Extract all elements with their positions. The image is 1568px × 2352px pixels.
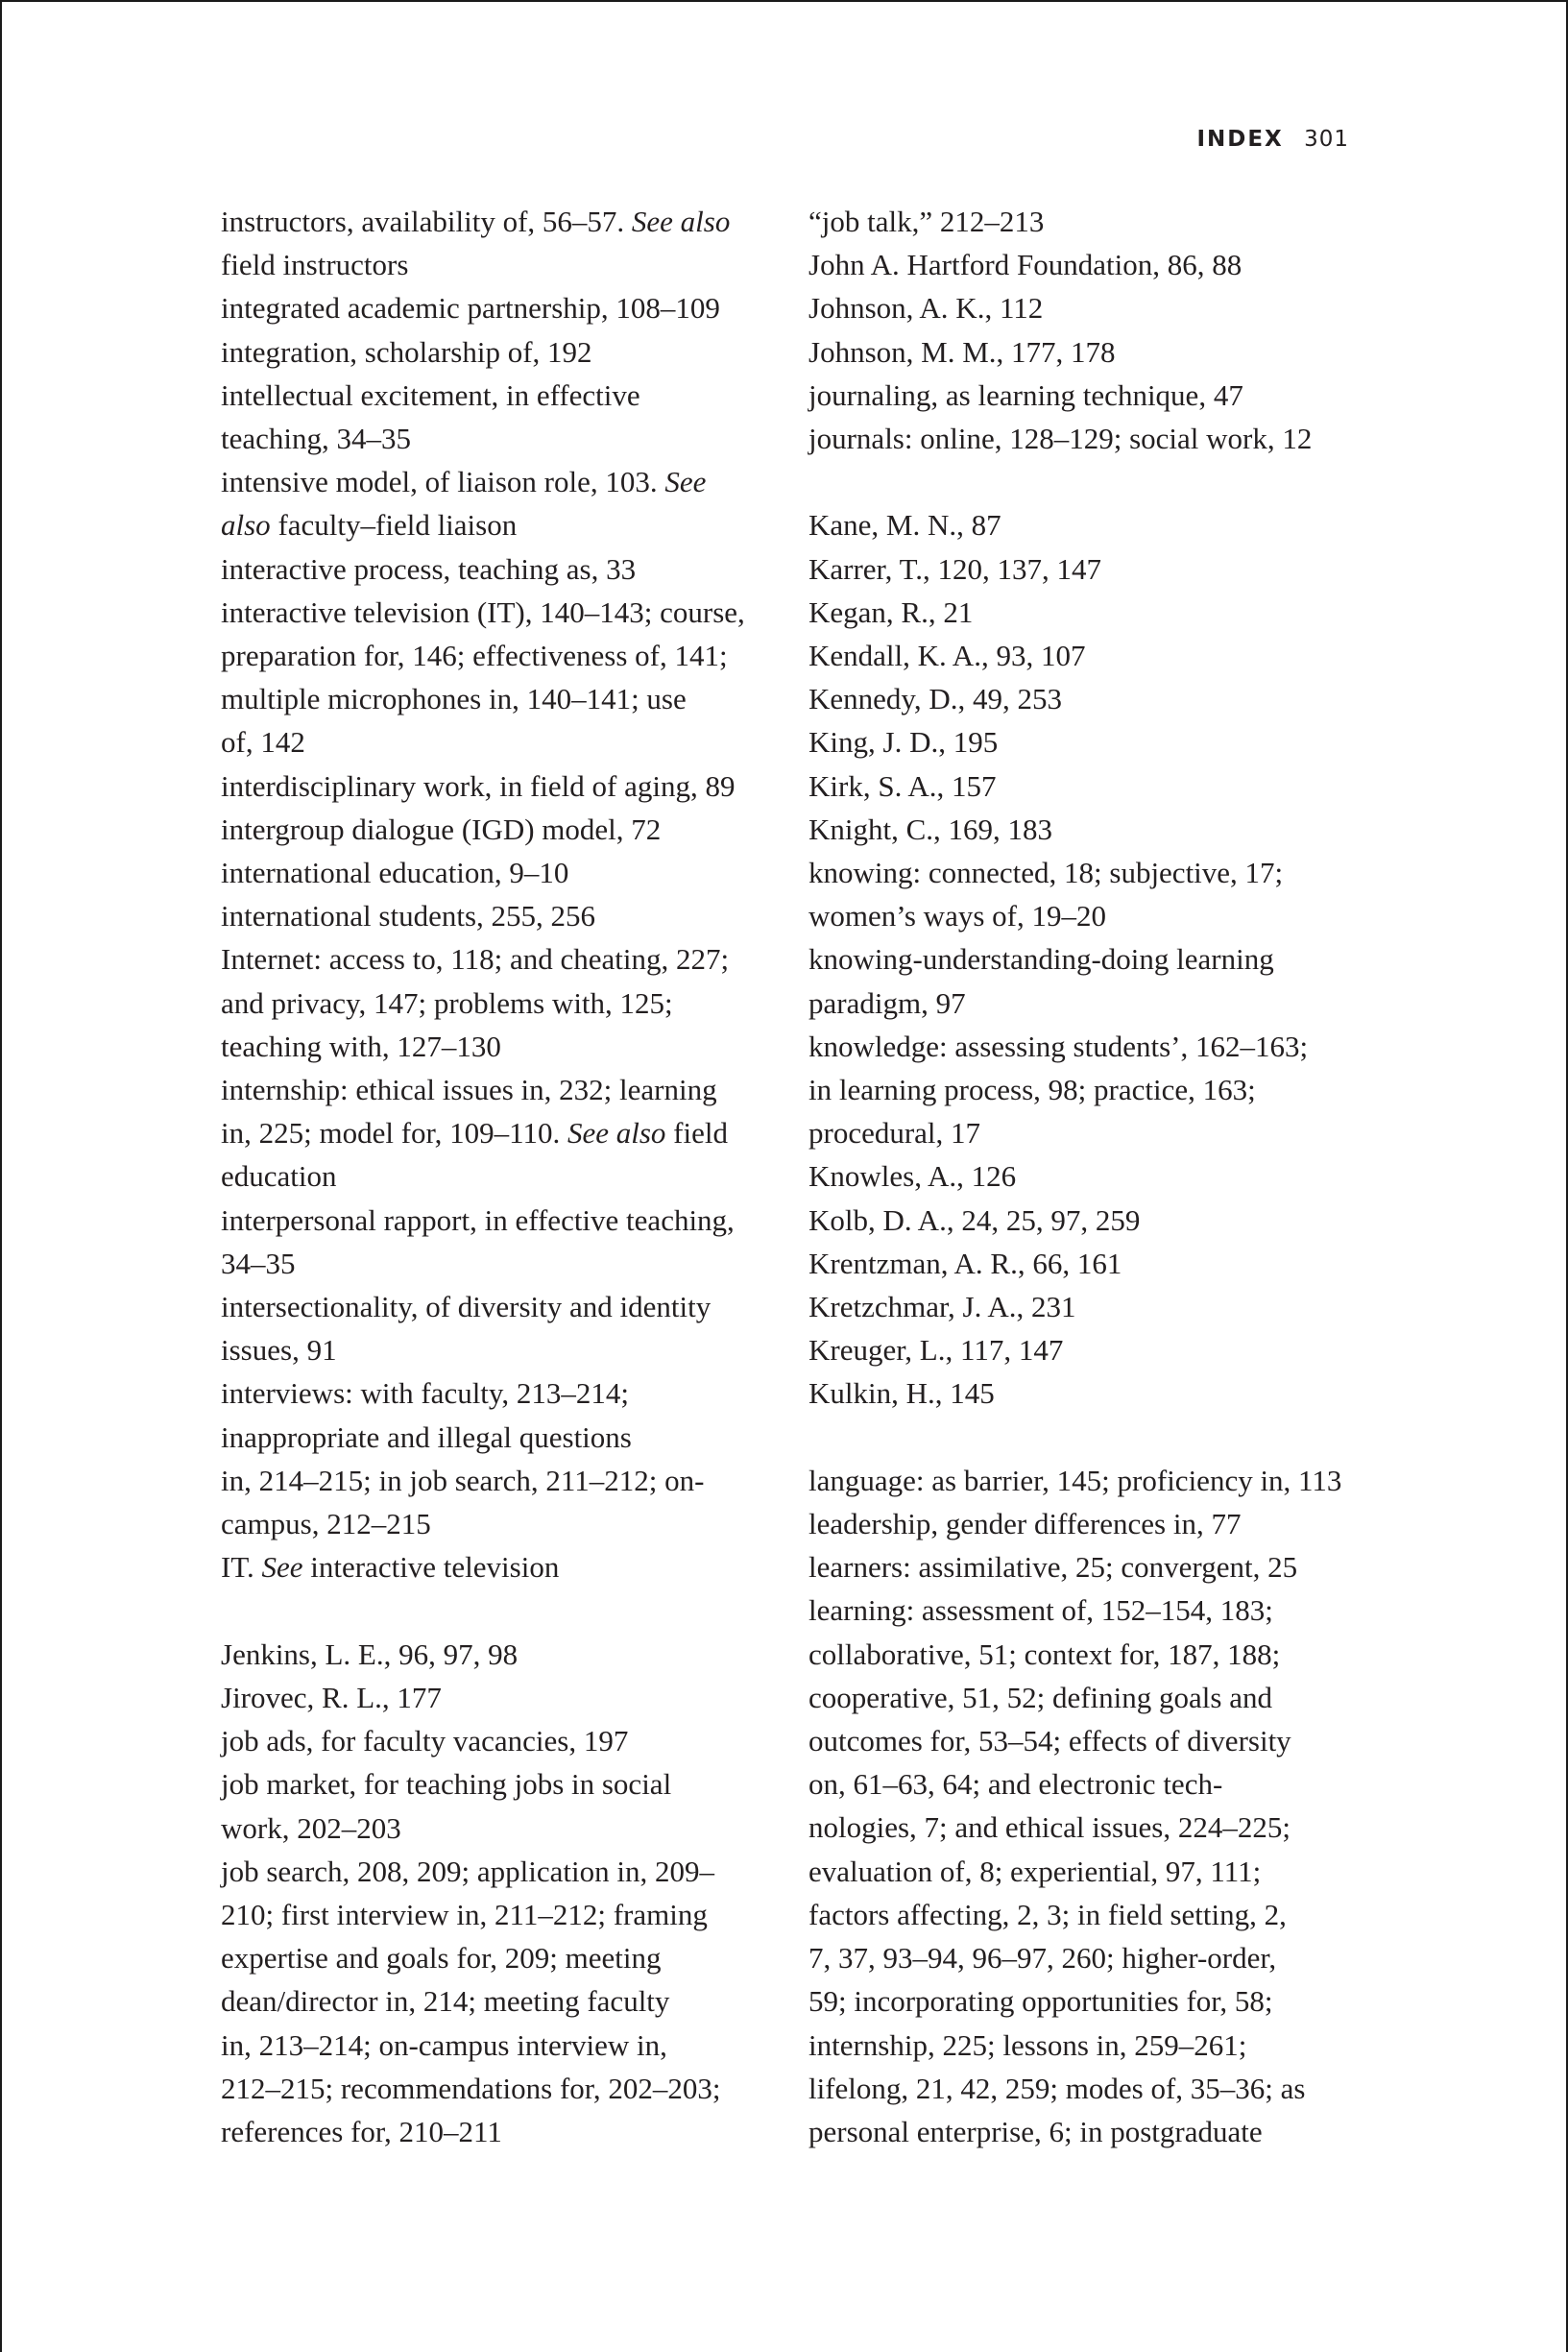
index-text: and privacy, 147; problems with, 125; [221,985,673,1020]
index-entry-continuation [221,417,778,460]
index-text: paradigm, 97 [808,985,966,1020]
index-text: internship, 225; lessons in, 259–261; [808,2027,1247,2062]
index-entry [808,1588,1365,2153]
index-entry-continuation [221,2024,778,2067]
index-entry-line [221,547,778,591]
index-entry-line [221,1719,778,1762]
index-entry-continuation [808,894,1365,937]
index-text: Kirk, S. A., 157 [808,768,997,803]
page-number: 301 [1304,127,1349,152]
index-entry-line [808,937,1365,981]
index-text: interactive television (IT), 140–143; course, [221,594,745,629]
index-text: knowing: connected, 18; subjective, 17; [808,856,1284,890]
index-entry [808,200,1365,243]
running-head [1196,127,1349,152]
index-text: women’s ways of, 19–20 [808,899,1106,934]
index-text: dean/director in, 214; meeting faculty [221,1984,670,2019]
index-text: intersectionality, of diversity and identity [221,1290,712,1324]
index-entry [221,547,778,591]
index-entry-line [221,851,778,894]
index-entry-line [221,374,778,417]
index-entry [221,1545,778,1588]
index-text: instructors, availability of, 56–57. [221,205,632,238]
index-entry [221,764,778,808]
index-text: integrated academic partnership, 108–109 [221,291,720,326]
index-entry-line [221,286,778,329]
index-entry [221,591,778,764]
index-text: Krentzman, A. R., 66, 161 [808,1246,1122,1280]
index-text: IT. [221,1550,262,1585]
index-text: education [221,1159,337,1194]
index-entry-line [808,417,1365,460]
index-text: Kendall, K. A., 93, 107 [808,639,1086,673]
index-entry [808,374,1365,417]
index-entry-continuation [221,1328,778,1371]
index-text: Knight, C., 169, 183 [808,812,1053,846]
index-text: procedural, 17 [808,1116,981,1151]
index-text: in, 213–214; on-campus interview in, [221,2027,667,2062]
index-text: inappropriate and illegal questions [221,1419,632,1454]
index-entry [221,1850,778,2153]
index-entry-continuation [808,1936,1365,1979]
index-entry-line [808,547,1365,591]
index-text: 210; first interview in, 211–212; framing [221,1897,708,1931]
index-text: lifelong, 21, 42, 259; modes of, 35–36; as [808,2071,1306,2105]
index-text: in learning process, 98; practice, 163; [808,1073,1256,1107]
index-text: issues, 91 [221,1333,337,1368]
index-text: Kane, M. N., 87 [808,508,1001,543]
index-entry-line [808,243,1365,286]
index-entry-continuation [221,1025,778,1068]
index-entry [221,460,778,546]
index-entry [808,417,1365,460]
index-entry-line [221,460,778,503]
index-text: international students, 255, 256 [221,899,596,934]
index-entry-line [221,1762,778,1806]
index-text: leadership, gender differences in, 77 [808,1507,1242,1541]
index-entry-line [221,1371,778,1415]
index-entry [221,1068,778,1199]
index-text: references for, 210–211 [221,2114,502,2148]
index-entry-line [221,894,778,937]
index-entry-line [808,808,1365,851]
index-entry [221,1285,778,1371]
index-text: Knowles, A., 126 [808,1159,1017,1194]
index-entry-continuation [808,1893,1365,1936]
index-entry-line [221,1199,778,1242]
index-text: cooperative, 51, 52; defining goals and [808,1680,1272,1714]
index-entry-line [808,720,1365,764]
index-entry-continuation [808,1719,1365,1762]
index-entry [221,330,778,374]
index-text: internship: ethical issues in, 232; learning [221,1073,717,1107]
index-entry [221,851,778,894]
index-text: knowledge: assessing students’, 162–163; [808,1029,1309,1063]
index-entry-line [221,1068,778,1111]
index-entry [808,634,1365,677]
index-entry-line [221,1545,778,1588]
index-text: Kegan, R., 21 [808,594,974,629]
index-entry [221,1633,778,1676]
index-entry-line [808,200,1365,243]
index-entry-continuation [221,1242,778,1285]
index-entry-continuation [808,2024,1365,2067]
index-entry-continuation [808,1850,1365,1893]
index-entry [221,1676,778,1719]
index-entry-line [221,330,778,374]
index-entry-line [808,1328,1365,1371]
index-text: interviews: with faculty, 213–214; [221,1376,630,1411]
cross-reference-label: See [261,1550,303,1585]
index-entry [221,808,778,851]
index-text: 7, 37, 93–94, 96–97, 260; higher-order, [808,1941,1277,1976]
index-entry-continuation [221,1979,778,2023]
index-text: field [665,1116,728,1151]
index-entry-line [808,677,1365,720]
index-entry [808,1199,1365,1242]
index-entry [221,1371,778,1545]
index-text: intergroup dialogue (IGD) model, 72 [221,812,662,846]
letter-group-spacer [808,460,1365,503]
index-entry-line [808,1502,1365,1545]
index-text: intellectual excitement, in effective [221,377,640,412]
index-entry-line [808,1025,1365,1068]
index-entry-continuation [221,720,778,764]
index-entry-continuation [221,677,778,720]
index-entry-continuation [221,1806,778,1850]
index-entry [808,1025,1365,1155]
index-text: interactive television [302,1550,560,1585]
index-entry-line [808,591,1365,634]
index-text: teaching, 34–35 [221,422,412,456]
index-entry-continuation [221,1111,778,1154]
index-entry-continuation [221,1154,778,1198]
index-entry-line [808,1154,1365,1198]
index-entry-continuation [221,1893,778,1936]
index-entry-line [808,851,1365,894]
index-text: in, 225; model for, 109–110. [221,1116,567,1151]
index-text: multiple microphones in, 140–141; use [221,682,687,716]
index-entry-line [221,937,778,981]
index-text: John A. Hartford Foundation, 86, 88 [808,248,1242,282]
index-text: intensive model, of liaison role, 103. [221,465,665,499]
cross-reference-label: See also [567,1116,666,1151]
index-entry-continuation [808,1111,1365,1154]
index-text: expertise and goals for, 209; meeting [221,1941,662,1976]
index-entry-continuation [221,634,778,677]
index-text: work, 202–203 [221,1810,401,1845]
index-text: evaluation of, 8; experiential, 97, 111; [808,1854,1262,1888]
index-entry [808,937,1365,1024]
index-entry [221,374,778,460]
index-entry-line [221,1676,778,1719]
index-entry [808,1545,1365,1588]
index-text: 212–215; recommendations for, 202–203; [221,2071,721,2105]
index-entry-continuation [808,1676,1365,1719]
index-entry [808,720,1365,764]
index-entry-line [808,374,1365,417]
index-entry-line [808,1459,1365,1502]
index-text: faculty–field liaison [270,508,518,543]
cross-reference-label: See [664,465,707,499]
index-entry-continuation [808,2110,1365,2153]
cross-reference-label: See also [631,205,731,238]
index-text: interpersonal rapport, in effective teaching, [221,1202,735,1237]
index-entry-continuation [221,1416,778,1459]
index-entry-line [808,1371,1365,1415]
index-text: job ads, for faculty vacancies, 197 [221,1724,629,1758]
index-text: learners: assimilative, 25; convergent, 25 [808,1550,1298,1585]
index-entry [221,1199,778,1285]
index-entry [808,851,1365,937]
index-text: on, 61–63, 64; and electronic tech- [808,1767,1223,1802]
index-entry [808,1328,1365,1371]
index-entry-line [221,591,778,634]
index-text: Kolb, D. A., 24, 25, 97, 259 [808,1202,1141,1237]
index-entry-line [221,808,778,851]
index-text: of, 142 [221,725,305,760]
index-entry-line [808,634,1365,677]
index-text: Johnson, A. K., 112 [808,291,1044,326]
index-entry [808,1154,1365,1198]
index-text: Internet: access to, 118; and cheating, 227; [221,942,730,977]
index-text: “job talk,” 212–213 [808,205,1045,238]
index-entry-line [808,286,1365,329]
running-head-label: INDEX [1196,127,1284,152]
index-entry-continuation [221,243,778,286]
index-entry-continuation [221,1936,778,1979]
index-entry [221,200,778,286]
index-entry-continuation [808,1633,1365,1676]
index-entry [221,286,778,329]
index-text: journals: online, 128–129; social work, 12 [808,422,1313,456]
index-entry [808,1371,1365,1415]
index-text: integration, scholarship of, 192 [221,334,592,369]
index-entry-continuation [221,503,778,546]
index-text: Jenkins, L. E., 96, 97, 98 [221,1637,519,1671]
index-text: King, J. D., 195 [808,725,999,760]
index-entry [808,330,1365,374]
index-text: learning: assessment of, 152–154, 183; [808,1593,1273,1628]
index-text: Kretzchmar, J. A., 231 [808,1290,1076,1324]
index-entry-line [221,1285,778,1328]
index-entry [808,1502,1365,1545]
index-entry-continuation [808,1762,1365,1806]
index-text: personal enterprise, 6; in postgraduate [808,2114,1263,2148]
index-entry-line [221,1633,778,1676]
index-text: job search, 208, 209; application in, 209– [221,1854,714,1888]
index-text: factors affecting, 2, 3; in field setting, 2, [808,1897,1287,1931]
index-entry-line [808,1242,1365,1285]
index-text: knowing-understanding-doing learning [808,942,1274,977]
letter-group-spacer [808,1416,1365,1459]
index-entry [808,1242,1365,1285]
index-text: collaborative, 51; context for, 187, 188; [808,1637,1281,1671]
index-entry-continuation [221,2110,778,2153]
index-entry [808,547,1365,591]
index-entry-line [221,1850,778,1893]
index-entry-line [808,764,1365,808]
index-entry-continuation [221,2067,778,2110]
cross-reference-label: also [221,508,271,543]
index-text: job market, for teaching jobs in social [221,1767,672,1802]
index-entry [808,286,1365,329]
index-entry [221,1719,778,1762]
index-text: teaching with, 127–130 [221,1029,501,1063]
index-text: Jirovec, R. L., 177 [221,1680,442,1714]
index-text: Kreuger, L., 117, 147 [808,1333,1064,1368]
index-text: interdisciplinary work, in field of aging, 89 [221,768,736,803]
index-entry [221,937,778,1068]
index-text: journaling, as learning technique, 47 [808,377,1243,412]
index-text: Karrer, T., 120, 137, 147 [808,551,1101,586]
index-entry-continuation [808,1068,1365,1111]
index-entry-line [221,764,778,808]
index-entry-line [808,330,1365,374]
index-text: 59; incorporating opportunities for, 58; [808,1984,1273,2019]
index-entry-continuation [221,1459,778,1502]
index-entry-continuation [221,982,778,1025]
index-column-right [808,200,1365,2153]
index-entry-continuation [808,982,1365,1025]
index-text: Kennedy, D., 49, 253 [808,682,1063,716]
index-entry [808,243,1365,286]
index-text: outcomes for, 53–54; effects of diversity [808,1724,1291,1758]
index-text: international education, 9–10 [221,856,569,890]
index-text: language: as barrier, 145; proficiency in, 113 [808,1463,1342,1497]
index-entry [808,591,1365,634]
index-text: preparation for, 146; effectiveness of, 141; [221,639,728,673]
index-text: campus, 212–215 [221,1507,431,1541]
index-entry-line [808,1545,1365,1588]
index-entry-continuation [808,1979,1365,2023]
letter-group-spacer [221,1589,778,1633]
index-entry-line [221,200,778,243]
index-entry-line [808,1199,1365,1242]
index-entry [808,1285,1365,1328]
index-entry-line [808,503,1365,546]
index-text: Kulkin, H., 145 [808,1376,995,1411]
index-entry [221,1762,778,1849]
index-entry [808,503,1365,546]
index-text: in, 214–215; in job search, 211–212; on- [221,1463,705,1497]
index-entry [221,894,778,937]
index-entry-line [808,1588,1365,1632]
index-entry-continuation [221,1502,778,1545]
index-column-left [221,200,778,2153]
index-text: interactive process, teaching as, 33 [221,551,637,586]
index-entry-line [808,1285,1365,1328]
index-entry [808,808,1365,851]
index-entry [808,677,1365,720]
index-text: field instructors [221,248,409,282]
index-entry [808,764,1365,808]
index-entry-continuation [808,1806,1365,1849]
index-text: nologies, 7; and ethical issues, 224–225; [808,1810,1291,1845]
index-text: Johnson, M. M., 177, 178 [808,334,1116,369]
index-entry [808,1459,1365,1502]
index-text: 34–35 [221,1246,296,1280]
index-entry-continuation [808,2067,1365,2110]
